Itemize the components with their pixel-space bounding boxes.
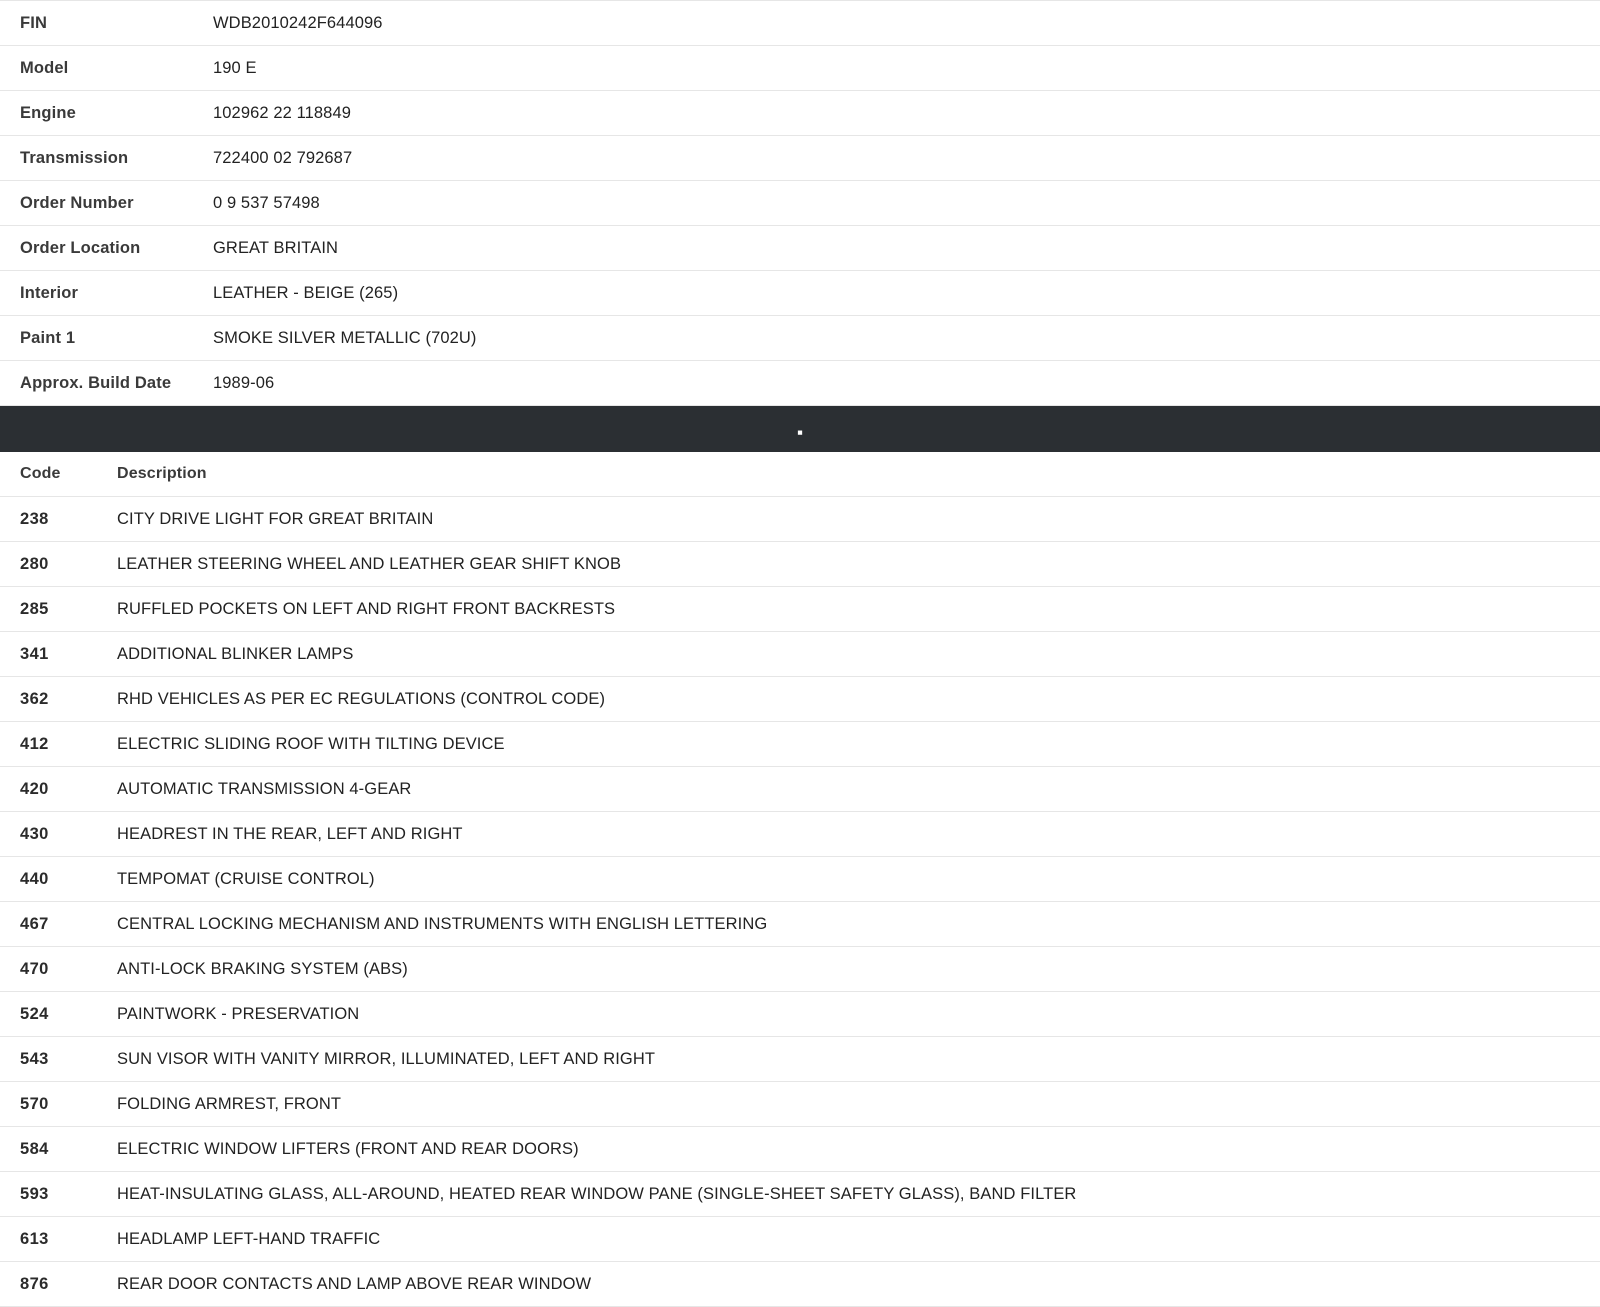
option-description: REAR DOOR CONTACTS AND LAMP ABOVE REAR WINDOW <box>115 1262 1600 1307</box>
detail-label: Model <box>20 59 69 77</box>
table-row <box>0 947 1600 992</box>
option-description: CENTRAL LOCKING MECHANISM AND INSTRUMENTS WITH ENGLISH LETTERING <box>115 902 1600 947</box>
detail-row <box>0 1 1600 46</box>
option-code: 524 <box>0 992 115 1037</box>
option-description: HEADREST IN THE REAR, LEFT AND RIGHT <box>115 812 1600 857</box>
option-code: 440 <box>0 857 115 902</box>
detail-row <box>0 136 1600 181</box>
detail-row <box>0 46 1600 91</box>
table-row <box>0 767 1600 812</box>
option-code: 613 <box>0 1217 115 1262</box>
detail-row <box>0 181 1600 226</box>
option-codes-body <box>0 497 1600 1307</box>
detail-label: Engine <box>20 104 76 122</box>
detail-row <box>0 316 1600 361</box>
option-description: HEADLAMP LEFT-HAND TRAFFIC <box>115 1217 1600 1262</box>
option-code: 584 <box>0 1127 115 1172</box>
option-code: 543 <box>0 1037 115 1082</box>
option-description: LEATHER STEERING WHEEL AND LEATHER GEAR SHIFT KNOB <box>115 542 1600 587</box>
option-code: 430 <box>0 812 115 857</box>
option-description: CITY DRIVE LIGHT FOR GREAT BRITAIN <box>115 497 1600 542</box>
table-row <box>0 812 1600 857</box>
option-description: RUFFLED POCKETS ON LEFT AND RIGHT FRONT BACKRESTS <box>115 587 1600 632</box>
option-code: 362 <box>0 677 115 722</box>
detail-value: 0 9 537 57498 <box>213 194 320 212</box>
option-code: 470 <box>0 947 115 992</box>
detail-value: LEATHER - BEIGE (265) <box>213 284 399 302</box>
option-code: 412 <box>0 722 115 767</box>
option-description: HEAT-INSULATING GLASS, ALL-AROUND, HEATED REAR WINDOW PANE (SINGLE-SHEET SAFETY GLASS), BAND FILTER <box>115 1172 1600 1217</box>
table-row <box>0 632 1600 677</box>
table-row <box>0 542 1600 587</box>
table-row <box>0 1082 1600 1127</box>
detail-row <box>0 361 1600 406</box>
option-description: ADDITIONAL BLINKER LAMPS <box>115 632 1600 677</box>
table-row <box>0 1127 1600 1172</box>
table-row <box>0 722 1600 767</box>
option-description: FOLDING ARMREST, FRONT <box>115 1082 1600 1127</box>
option-codes-header-row <box>0 452 1600 497</box>
option-codes-table <box>0 452 1600 1307</box>
option-description: ELECTRIC WINDOW LIFTERS (FRONT AND REAR DOORS) <box>115 1127 1600 1172</box>
option-description: ELECTRIC SLIDING ROOF WITH TILTING DEVICE <box>115 722 1600 767</box>
detail-label: Order Location <box>20 239 141 257</box>
detail-value: 1989-06 <box>213 374 275 392</box>
option-code: 876 <box>0 1262 115 1307</box>
option-description: PAINTWORK - PRESERVATION <box>115 992 1600 1037</box>
detail-label: Transmission <box>20 149 129 167</box>
option-description: AUTOMATIC TRANSMISSION 4-GEAR <box>115 767 1600 812</box>
vehicle-details-body <box>0 1 1600 406</box>
option-code: 238 <box>0 497 115 542</box>
divider-marker-icon: ▪ <box>796 422 804 442</box>
section-divider-bar <box>0 406 1600 452</box>
column-header-code: Code <box>0 452 115 497</box>
option-description: TEMPOMAT (CRUISE CONTROL) <box>115 857 1600 902</box>
detail-row <box>0 271 1600 316</box>
vehicle-details-table <box>0 0 1600 406</box>
column-header-description: Description <box>115 452 1600 497</box>
option-code: 467 <box>0 902 115 947</box>
detail-label: Paint 1 <box>20 329 76 347</box>
table-row <box>0 1217 1600 1262</box>
option-code: 570 <box>0 1082 115 1127</box>
table-row <box>0 992 1600 1037</box>
option-description: SUN VISOR WITH VANITY MIRROR, ILLUMINATED, LEFT AND RIGHT <box>115 1037 1600 1082</box>
detail-value: GREAT BRITAIN <box>213 239 339 257</box>
table-row <box>0 1037 1600 1082</box>
table-row <box>0 587 1600 632</box>
table-row <box>0 1262 1600 1307</box>
table-row <box>0 857 1600 902</box>
detail-value: 190 E <box>213 59 257 77</box>
option-code: 285 <box>0 587 115 632</box>
detail-label: Approx. Build Date <box>20 374 172 392</box>
table-row <box>0 677 1600 722</box>
option-description: RHD VEHICLES AS PER EC REGULATIONS (CONTROL CODE) <box>115 677 1600 722</box>
table-row <box>0 902 1600 947</box>
detail-label: FIN <box>20 14 48 32</box>
option-code: 280 <box>0 542 115 587</box>
option-code: 341 <box>0 632 115 677</box>
detail-value: WDB2010242F644096 <box>213 14 383 32</box>
detail-value: SMOKE SILVER METALLIC (702U) <box>213 329 477 347</box>
detail-value: 102962 22 118849 <box>213 104 352 122</box>
detail-row <box>0 226 1600 271</box>
detail-value: 722400 02 792687 <box>213 149 353 167</box>
detail-label: Order Number <box>20 194 134 212</box>
detail-label: Interior <box>20 284 79 302</box>
table-row <box>0 1172 1600 1217</box>
detail-row <box>0 91 1600 136</box>
option-description: ANTI-LOCK BRAKING SYSTEM (ABS) <box>115 947 1600 992</box>
option-code: 593 <box>0 1172 115 1217</box>
option-code: 420 <box>0 767 115 812</box>
option-codes-head <box>0 452 1600 497</box>
table-row <box>0 497 1600 542</box>
